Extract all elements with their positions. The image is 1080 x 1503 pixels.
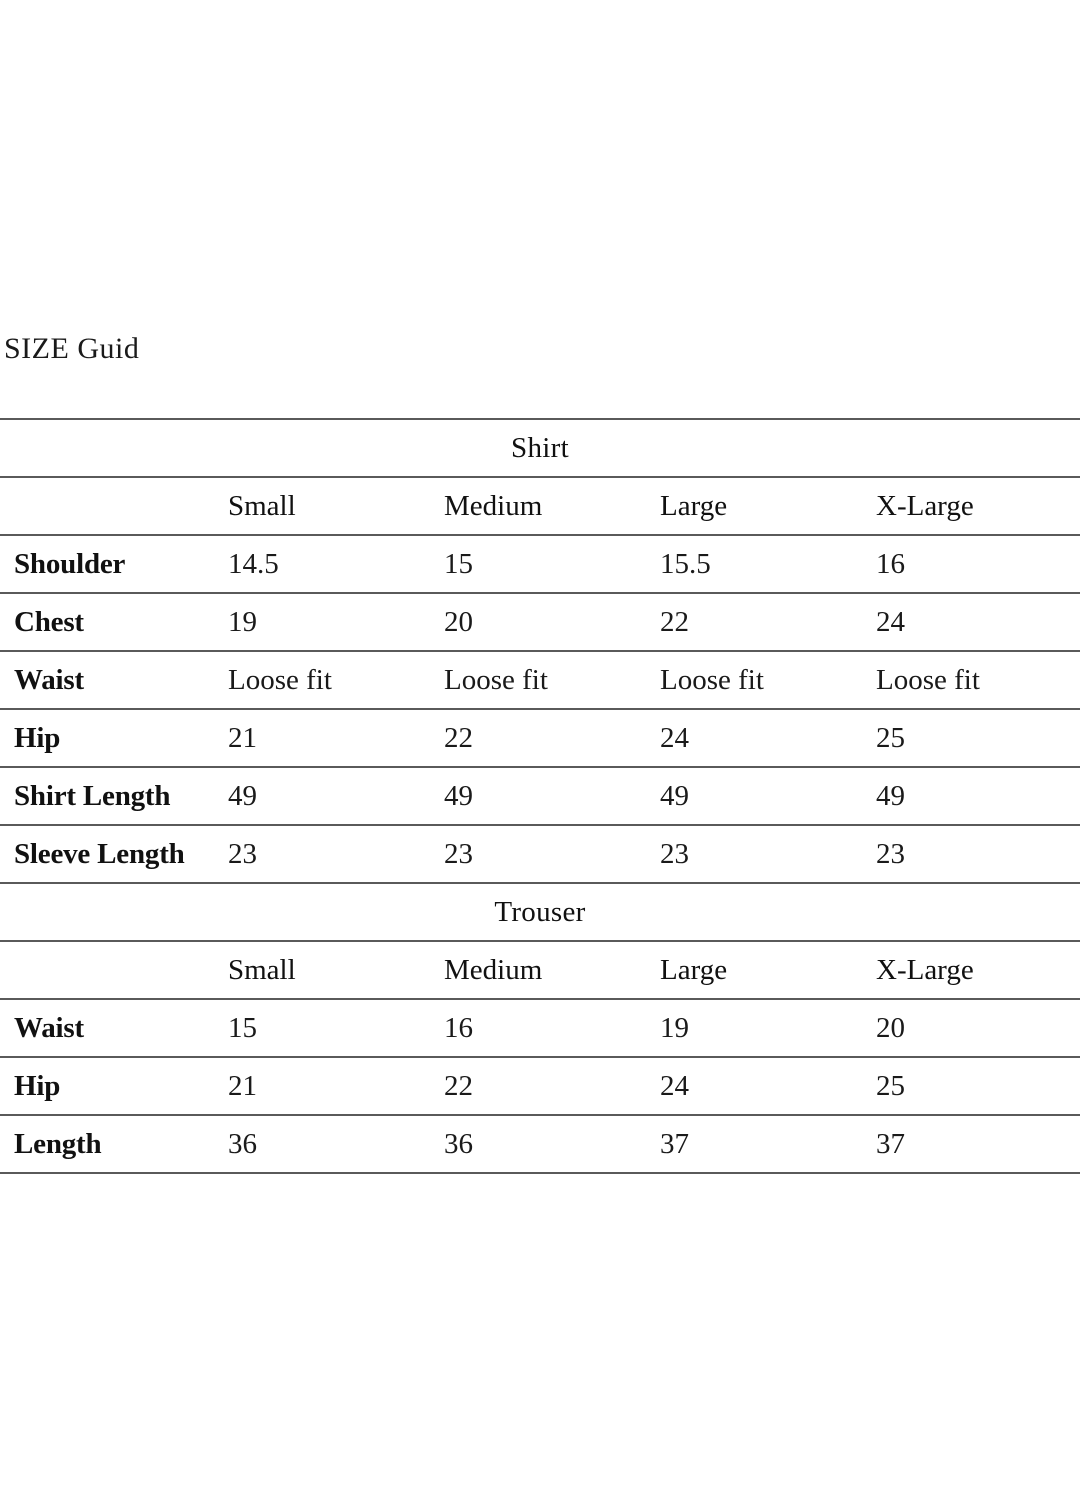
cell-small: 21	[216, 709, 432, 767]
header-medium: Medium	[432, 941, 648, 999]
cell-medium: 16	[432, 999, 648, 1057]
cell-xlarge: 49	[864, 767, 1080, 825]
cell-small: 36	[216, 1115, 432, 1173]
cell-large: 37	[648, 1115, 864, 1173]
cell-large: 15.5	[648, 535, 864, 593]
cell-medium: 49	[432, 767, 648, 825]
row-label: Waist	[0, 651, 216, 709]
cell-medium: 22	[432, 1057, 648, 1115]
cell-medium: Loose fit	[432, 651, 648, 709]
table-row	[0, 1057, 1080, 1115]
table-row	[0, 1115, 1080, 1173]
section-title-shirt: Shirt	[0, 419, 1080, 477]
header-xlarge: X-Large	[864, 941, 1080, 999]
cell-xlarge: 25	[864, 1057, 1080, 1115]
header-small: Small	[216, 941, 432, 999]
table-row	[0, 767, 1080, 825]
cell-medium: 22	[432, 709, 648, 767]
cell-xlarge: 16	[864, 535, 1080, 593]
cell-medium: 20	[432, 593, 648, 651]
table-row	[0, 593, 1080, 651]
row-label: Shirt Length	[0, 767, 216, 825]
cell-large: 19	[648, 999, 864, 1057]
cell-xlarge: Loose fit	[864, 651, 1080, 709]
row-label: Shoulder	[0, 535, 216, 593]
cell-medium: 15	[432, 535, 648, 593]
table-row	[0, 709, 1080, 767]
size-guide-table	[0, 418, 1080, 1174]
cell-small: 15	[216, 999, 432, 1057]
table-row	[0, 999, 1080, 1057]
cell-small: Loose fit	[216, 651, 432, 709]
table-section-header-row	[0, 419, 1080, 477]
header-medium: Medium	[432, 477, 648, 535]
cell-xlarge: 20	[864, 999, 1080, 1057]
row-label: Hip	[0, 709, 216, 767]
row-label: Hip	[0, 1057, 216, 1115]
cell-xlarge: 25	[864, 709, 1080, 767]
cell-large: 49	[648, 767, 864, 825]
cell-xlarge: 37	[864, 1115, 1080, 1173]
table-row	[0, 535, 1080, 593]
cell-large: 22	[648, 593, 864, 651]
cell-small: 14.5	[216, 535, 432, 593]
section-title-trouser: Trouser	[0, 883, 1080, 941]
cell-large: 23	[648, 825, 864, 883]
row-label: Sleeve Length	[0, 825, 216, 883]
cell-small: 23	[216, 825, 432, 883]
page-title: SIZE Guid	[4, 332, 140, 365]
cell-large: Loose fit	[648, 651, 864, 709]
header-xlarge: X-Large	[864, 477, 1080, 535]
cell-small: 19	[216, 593, 432, 651]
table-header-row	[0, 477, 1080, 535]
row-label: Length	[0, 1115, 216, 1173]
header-small: Small	[216, 477, 432, 535]
cell-medium: 36	[432, 1115, 648, 1173]
header-blank	[0, 941, 216, 999]
cell-small: 49	[216, 767, 432, 825]
cell-medium: 23	[432, 825, 648, 883]
cell-small: 21	[216, 1057, 432, 1115]
table-header-row	[0, 941, 1080, 999]
header-blank	[0, 477, 216, 535]
table-row	[0, 651, 1080, 709]
table-section-header-row	[0, 883, 1080, 941]
header-large: Large	[648, 941, 864, 999]
row-label: Waist	[0, 999, 216, 1057]
cell-xlarge: 24	[864, 593, 1080, 651]
cell-large: 24	[648, 709, 864, 767]
header-large: Large	[648, 477, 864, 535]
table-row	[0, 825, 1080, 883]
cell-large: 24	[648, 1057, 864, 1115]
cell-xlarge: 23	[864, 825, 1080, 883]
row-label: Chest	[0, 593, 216, 651]
